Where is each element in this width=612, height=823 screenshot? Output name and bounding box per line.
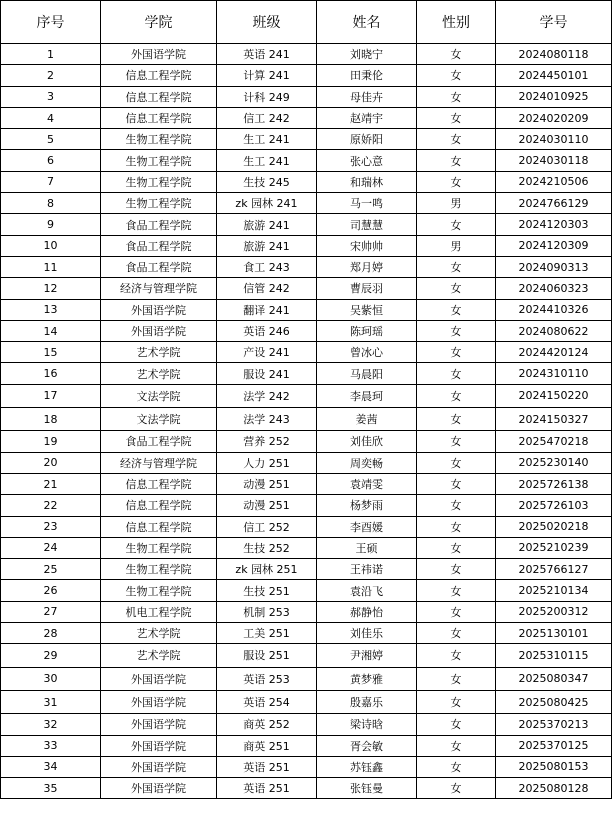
cell-index: 13 [1,299,101,320]
cell-class: 英语 251 [217,778,317,799]
table-row [1,235,612,256]
cell-college: 外国语学院 [101,44,217,65]
cell-name: 原娇阳 [317,129,417,150]
cell-student-id: 2025210134 [496,580,612,601]
table-row [1,256,612,277]
cell-college: 食品工程学院 [101,235,217,256]
header-gender: 性别 [417,1,496,44]
cell-class: 法学 243 [217,408,317,431]
table-row [1,452,612,473]
cell-name: 周奕畅 [317,452,417,473]
table-row [1,214,612,235]
cell-index: 28 [1,623,101,644]
cell-index: 19 [1,431,101,452]
cell-name: 赵靖宇 [317,107,417,128]
cell-gender: 女 [417,214,496,235]
cell-student-id: 2024150220 [496,384,612,407]
cell-class: zk 园林 241 [217,193,317,214]
cell-college: 生物工程学院 [101,537,217,558]
cell-class: 英语 254 [217,690,317,713]
cell-index: 29 [1,644,101,667]
cell-gender: 男 [417,193,496,214]
table-row [1,129,612,150]
cell-student-id: 2025766127 [496,559,612,580]
cell-gender: 女 [417,107,496,128]
cell-college: 外国语学院 [101,756,217,777]
cell-class: 营养 252 [217,431,317,452]
cell-index: 8 [1,193,101,214]
cell-gender: 女 [417,516,496,537]
cell-student-id: 2025370125 [496,735,612,756]
cell-class: 动漫 251 [217,473,317,494]
cell-student-id: 2025230140 [496,452,612,473]
cell-index: 4 [1,107,101,128]
cell-name: 袁沿飞 [317,580,417,601]
table-row [1,44,612,65]
cell-index: 14 [1,320,101,341]
cell-name: 殷嘉乐 [317,690,417,713]
cell-index: 21 [1,473,101,494]
cell-college: 生物工程学院 [101,580,217,601]
cell-gender: 女 [417,756,496,777]
cell-college: 经济与管理学院 [101,452,217,473]
cell-name: 刘佳欣 [317,431,417,452]
cell-name: 司慧慧 [317,214,417,235]
table-row [1,171,612,192]
cell-index: 11 [1,256,101,277]
cell-index: 10 [1,235,101,256]
cell-college: 外国语学院 [101,714,217,735]
table-row [1,384,612,407]
cell-index: 23 [1,516,101,537]
cell-student-id: 2024030118 [496,150,612,171]
cell-student-id: 2024030110 [496,129,612,150]
table-row [1,65,612,86]
table-row [1,714,612,735]
cell-class: 生技 252 [217,537,317,558]
table-row [1,580,612,601]
table-row [1,601,612,622]
cell-gender: 女 [417,644,496,667]
cell-name: 姜茜 [317,408,417,431]
cell-student-id: 2025210239 [496,537,612,558]
cell-index: 24 [1,537,101,558]
cell-name: 郑月婷 [317,256,417,277]
cell-class: 翻译 241 [217,299,317,320]
cell-index: 1 [1,44,101,65]
cell-college: 机电工程学院 [101,601,217,622]
cell-class: 商英 251 [217,735,317,756]
cell-class: 信工 242 [217,107,317,128]
cell-name: 张心意 [317,150,417,171]
cell-index: 22 [1,495,101,516]
cell-gender: 女 [417,473,496,494]
table-row [1,150,612,171]
cell-class: 英语 241 [217,44,317,65]
cell-college: 外国语学院 [101,778,217,799]
cell-class: 信工 252 [217,516,317,537]
cell-college: 生物工程学院 [101,129,217,150]
cell-class: 信管 242 [217,278,317,299]
cell-gender: 女 [417,363,496,384]
cell-name: 王硕 [317,537,417,558]
cell-college: 信息工程学院 [101,86,217,107]
cell-college: 生物工程学院 [101,559,217,580]
cell-class: 食工 243 [217,256,317,277]
cell-name: 母佳卉 [317,86,417,107]
header-college: 学院 [101,1,217,44]
header-row [1,1,612,44]
cell-college: 食品工程学院 [101,431,217,452]
cell-index: 20 [1,452,101,473]
cell-class: 计算 241 [217,65,317,86]
cell-student-id: 2024410326 [496,299,612,320]
cell-student-id: 2025370213 [496,714,612,735]
table-row [1,735,612,756]
cell-student-id: 2024766129 [496,193,612,214]
cell-name: 田秉伦 [317,65,417,86]
cell-name: 和瑞林 [317,171,417,192]
cell-student-id: 2024080622 [496,320,612,341]
cell-gender: 女 [417,86,496,107]
cell-name: 李晨珂 [317,384,417,407]
cell-college: 艺术学院 [101,342,217,363]
cell-gender: 女 [417,408,496,431]
cell-gender: 女 [417,171,496,192]
cell-class: 生技 245 [217,171,317,192]
cell-student-id: 2025080153 [496,756,612,777]
cell-student-id: 2024120309 [496,235,612,256]
cell-college: 艺术学院 [101,623,217,644]
cell-class: 英语 251 [217,756,317,777]
cell-index: 25 [1,559,101,580]
cell-college: 文法学院 [101,384,217,407]
cell-gender: 女 [417,431,496,452]
cell-name: 曹辰羽 [317,278,417,299]
cell-gender: 女 [417,452,496,473]
cell-index: 27 [1,601,101,622]
cell-class: 法学 242 [217,384,317,407]
cell-name: 吴紫恒 [317,299,417,320]
cell-index: 17 [1,384,101,407]
cell-gender: 男 [417,235,496,256]
cell-index: 26 [1,580,101,601]
table-row [1,431,612,452]
cell-index: 7 [1,171,101,192]
cell-student-id: 2024420124 [496,342,612,363]
cell-college: 生物工程学院 [101,193,217,214]
cell-college: 生物工程学院 [101,171,217,192]
cell-college: 文法学院 [101,408,217,431]
cell-gender: 女 [417,495,496,516]
cell-gender: 女 [417,299,496,320]
cell-gender: 女 [417,129,496,150]
cell-class: 人力 251 [217,452,317,473]
cell-class: 商英 252 [217,714,317,735]
cell-name: 苏钰鑫 [317,756,417,777]
cell-class: 英语 246 [217,320,317,341]
cell-student-id: 2025726103 [496,495,612,516]
table-row [1,363,612,384]
cell-college: 艺术学院 [101,644,217,667]
cell-college: 外国语学院 [101,667,217,690]
cell-student-id: 2025080128 [496,778,612,799]
cell-student-id: 2025020218 [496,516,612,537]
cell-index: 6 [1,150,101,171]
cell-gender: 女 [417,601,496,622]
header-index: 序号 [1,1,101,44]
cell-student-id: 2025130101 [496,623,612,644]
cell-name: 刘晓宁 [317,44,417,65]
cell-name: 刘佳乐 [317,623,417,644]
header-name: 姓名 [317,1,417,44]
table-row [1,320,612,341]
cell-class: 计科 249 [217,86,317,107]
cell-gender: 女 [417,778,496,799]
cell-student-id: 2025200312 [496,601,612,622]
cell-gender: 女 [417,559,496,580]
cell-class: 生工 241 [217,129,317,150]
cell-index: 31 [1,690,101,713]
cell-class: 服设 241 [217,363,317,384]
cell-gender: 女 [417,278,496,299]
cell-student-id: 2024060323 [496,278,612,299]
cell-student-id: 2024450101 [496,65,612,86]
table-row [1,690,612,713]
cell-gender: 女 [417,256,496,277]
cell-college: 艺术学院 [101,363,217,384]
cell-student-id: 2024120303 [496,214,612,235]
table-row [1,644,612,667]
cell-class: 产设 241 [217,342,317,363]
cell-college: 外国语学院 [101,320,217,341]
cell-gender: 女 [417,342,496,363]
cell-gender: 女 [417,714,496,735]
cell-class: zk 园林 251 [217,559,317,580]
table-row [1,408,612,431]
table-row [1,559,612,580]
cell-index: 16 [1,363,101,384]
cell-college: 外国语学院 [101,690,217,713]
cell-student-id: 2024090313 [496,256,612,277]
cell-index: 34 [1,756,101,777]
cell-student-id: 2025080347 [496,667,612,690]
cell-gender: 女 [417,65,496,86]
cell-college: 食品工程学院 [101,214,217,235]
cell-name: 尹湘婷 [317,644,417,667]
cell-index: 33 [1,735,101,756]
cell-class: 服设 251 [217,644,317,667]
cell-name: 郝静怡 [317,601,417,622]
cell-college: 信息工程学院 [101,473,217,494]
cell-gender: 女 [417,537,496,558]
cell-college: 经济与管理学院 [101,278,217,299]
cell-name: 袁靖雯 [317,473,417,494]
table-row [1,86,612,107]
cell-college: 信息工程学院 [101,495,217,516]
cell-name: 马晨阳 [317,363,417,384]
cell-student-id: 2025470218 [496,431,612,452]
cell-index: 18 [1,408,101,431]
cell-class: 工美 251 [217,623,317,644]
cell-student-id: 2024080118 [496,44,612,65]
cell-name: 胥会敏 [317,735,417,756]
cell-class: 英语 253 [217,667,317,690]
cell-gender: 女 [417,44,496,65]
table-row [1,778,612,799]
table-row [1,299,612,320]
cell-index: 12 [1,278,101,299]
cell-index: 5 [1,129,101,150]
cell-gender: 女 [417,623,496,644]
cell-name: 马一鸣 [317,193,417,214]
cell-name: 梁诗晗 [317,714,417,735]
cell-name: 杨梦雨 [317,495,417,516]
cell-college: 外国语学院 [101,299,217,320]
table-row [1,537,612,558]
cell-name: 宋帅帅 [317,235,417,256]
cell-index: 30 [1,667,101,690]
table-row [1,107,612,128]
header-student-id: 学号 [496,1,612,44]
cell-name: 黄梦雅 [317,667,417,690]
cell-student-id: 2024150327 [496,408,612,431]
cell-gender: 女 [417,320,496,341]
cell-college: 信息工程学院 [101,516,217,537]
table-row [1,193,612,214]
header-class: 班级 [217,1,317,44]
cell-index: 9 [1,214,101,235]
cell-gender: 女 [417,667,496,690]
cell-name: 王祎诺 [317,559,417,580]
cell-name: 张钰曼 [317,778,417,799]
cell-college: 食品工程学院 [101,256,217,277]
cell-student-id: 2024310110 [496,363,612,384]
cell-college: 外国语学院 [101,735,217,756]
cell-gender: 女 [417,384,496,407]
cell-gender: 女 [417,150,496,171]
cell-class: 生工 241 [217,150,317,171]
cell-name: 李酉媛 [317,516,417,537]
cell-name: 曾冰心 [317,342,417,363]
cell-student-id: 2025726138 [496,473,612,494]
cell-index: 35 [1,778,101,799]
table-row [1,756,612,777]
cell-gender: 女 [417,580,496,601]
cell-index: 32 [1,714,101,735]
cell-student-id: 2024010925 [496,86,612,107]
cell-gender: 女 [417,690,496,713]
cell-class: 动漫 251 [217,495,317,516]
cell-index: 2 [1,65,101,86]
cell-name: 陈珂瑶 [317,320,417,341]
cell-index: 3 [1,86,101,107]
cell-college: 信息工程学院 [101,65,217,86]
table-row [1,278,612,299]
cell-class: 机制 253 [217,601,317,622]
cell-class: 生技 251 [217,580,317,601]
cell-index: 15 [1,342,101,363]
cell-college: 信息工程学院 [101,107,217,128]
cell-class: 旅游 241 [217,235,317,256]
cell-class: 旅游 241 [217,214,317,235]
table-row [1,495,612,516]
table-row [1,623,612,644]
table-row [1,667,612,690]
table-row [1,473,612,494]
cell-student-id: 2025080425 [496,690,612,713]
roster-body [1,44,612,799]
table-row [1,516,612,537]
cell-college: 生物工程学院 [101,150,217,171]
cell-student-id: 2024210506 [496,171,612,192]
cell-student-id: 2025310115 [496,644,612,667]
cell-student-id: 2024020209 [496,107,612,128]
table-row [1,342,612,363]
cell-gender: 女 [417,735,496,756]
